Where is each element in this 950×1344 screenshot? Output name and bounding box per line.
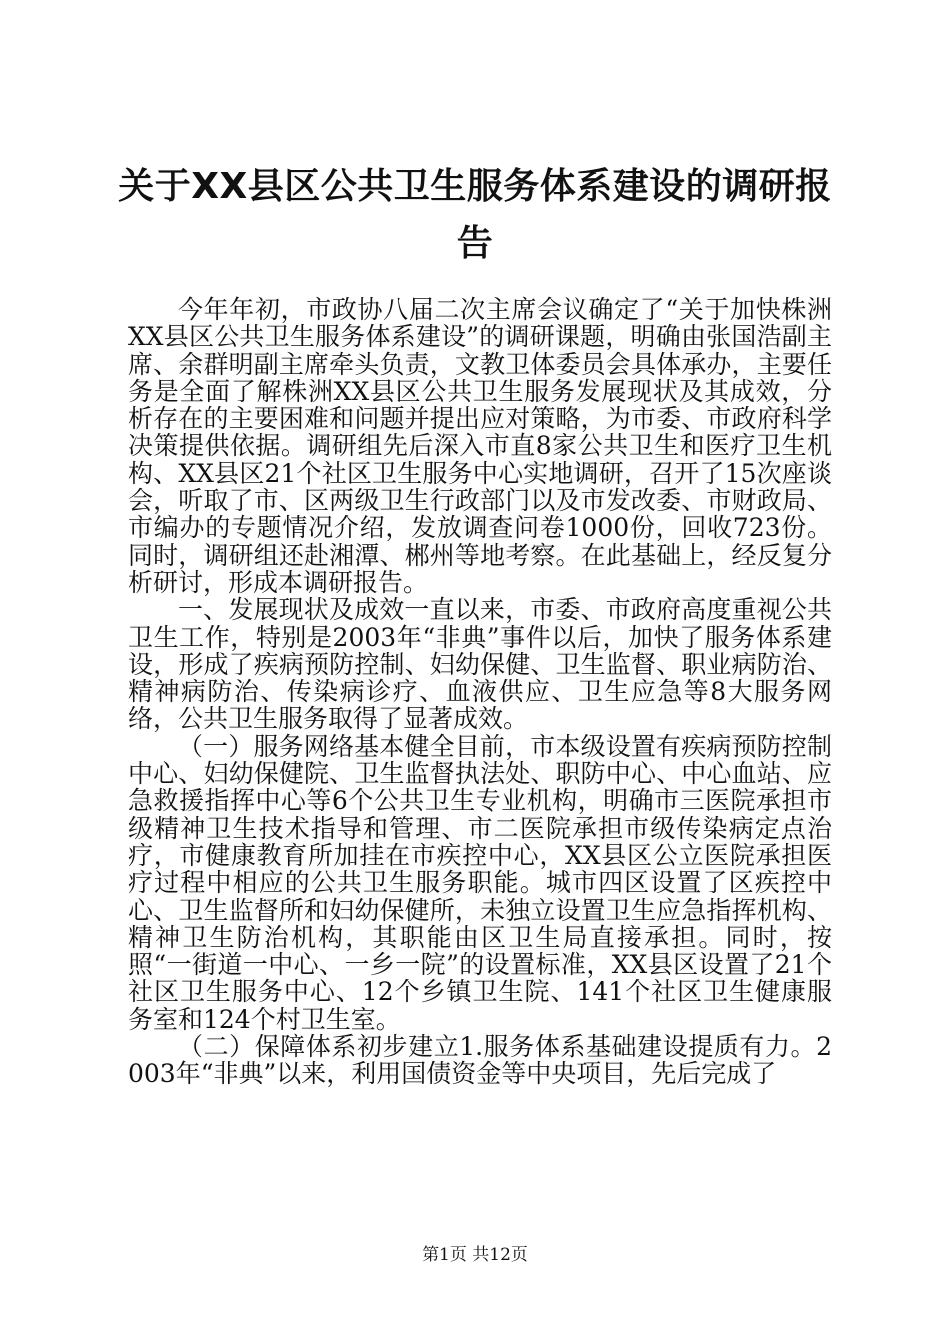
document-title: 关于XX县区公共卫生服务体系建设的调研报告 xyxy=(118,166,832,264)
paragraph-subsection-1: （一）服务网络基本健全目前，市本级设置有疾病预防控制中心、妇幼保健院、卫生监督执法处、职防中心、中心血站、应急救援指挥中心等6个公共卫生专业机构，明确市三医院承担市级精神卫生技术指导和管理、市二医院承担市级传染病定点治疗，市健康教育所加挂在市疾控中心，XX县区公立医院承担医疗过程中相应的公共卫生服务职能。城市四区设置了区疾控中心、卫生监督所和妇幼保健所，未独立设置卫生应急指挥机构、精神卫生防治机构，其职能由区卫生局直接承担。同时，按照“一街道一中心、一乡一院”的设置标准，XX县区设置了21个社区卫生服务中心、12个乡镇卫生院、141个社区卫生健康服务室和124个村卫生室。 xyxy=(128,731,832,1034)
paragraph-subsection-2: （二）保障体系初步建立1.服务体系基础建设提质有力。2003年“非典”以来，利用国债资金等中央项目，先后完成了 xyxy=(128,1032,832,1089)
document-body xyxy=(128,296,832,1088)
paragraph-intro: 今年年初，市政协八届二次主席会议确定了“关于加快株洲XX县区公共卫生服务体系建设”的调研课题，明确由张国浩副主席、余群明副主席牵头负责，文教卫体委员会具体承办，主要任务是全面了解株洲XX县区公共卫生服务发展现状及其成效，分析存在的主要困难和问题并提出应对策略，为市委、市政府科学决策提供依据。调研组先后深入市直8家公共卫生和医疗卫生机构、XX县区21个社区卫生服务中心实地调研，召开了15次座谈会，听取了市、区两级卫生行政部门以及市发改委、市财政局、市编办的专题情况介绍，发放调查问卷1000份，回收723份。同时，调研组还赴湘潭、郴州等地考察。在此基础上，经反复分析研讨，形成本调研报告。 xyxy=(128,295,832,597)
page-number-footer: 第1页 共12页 xyxy=(422,1245,528,1265)
paragraph-section-1: 一、发展现状及成效一直以来，市委、市政府高度重视公共卫生工作，特别是2003年“非典”事件以后，加快了服务体系建设，形成了疾病预防控制、妇幼保健、卫生监督、职业病防治、精神病防治、传染病诊疗、血液供应、卫生应急等8大服务网络，公共卫生服务取得了显著成效。 xyxy=(128,595,832,734)
